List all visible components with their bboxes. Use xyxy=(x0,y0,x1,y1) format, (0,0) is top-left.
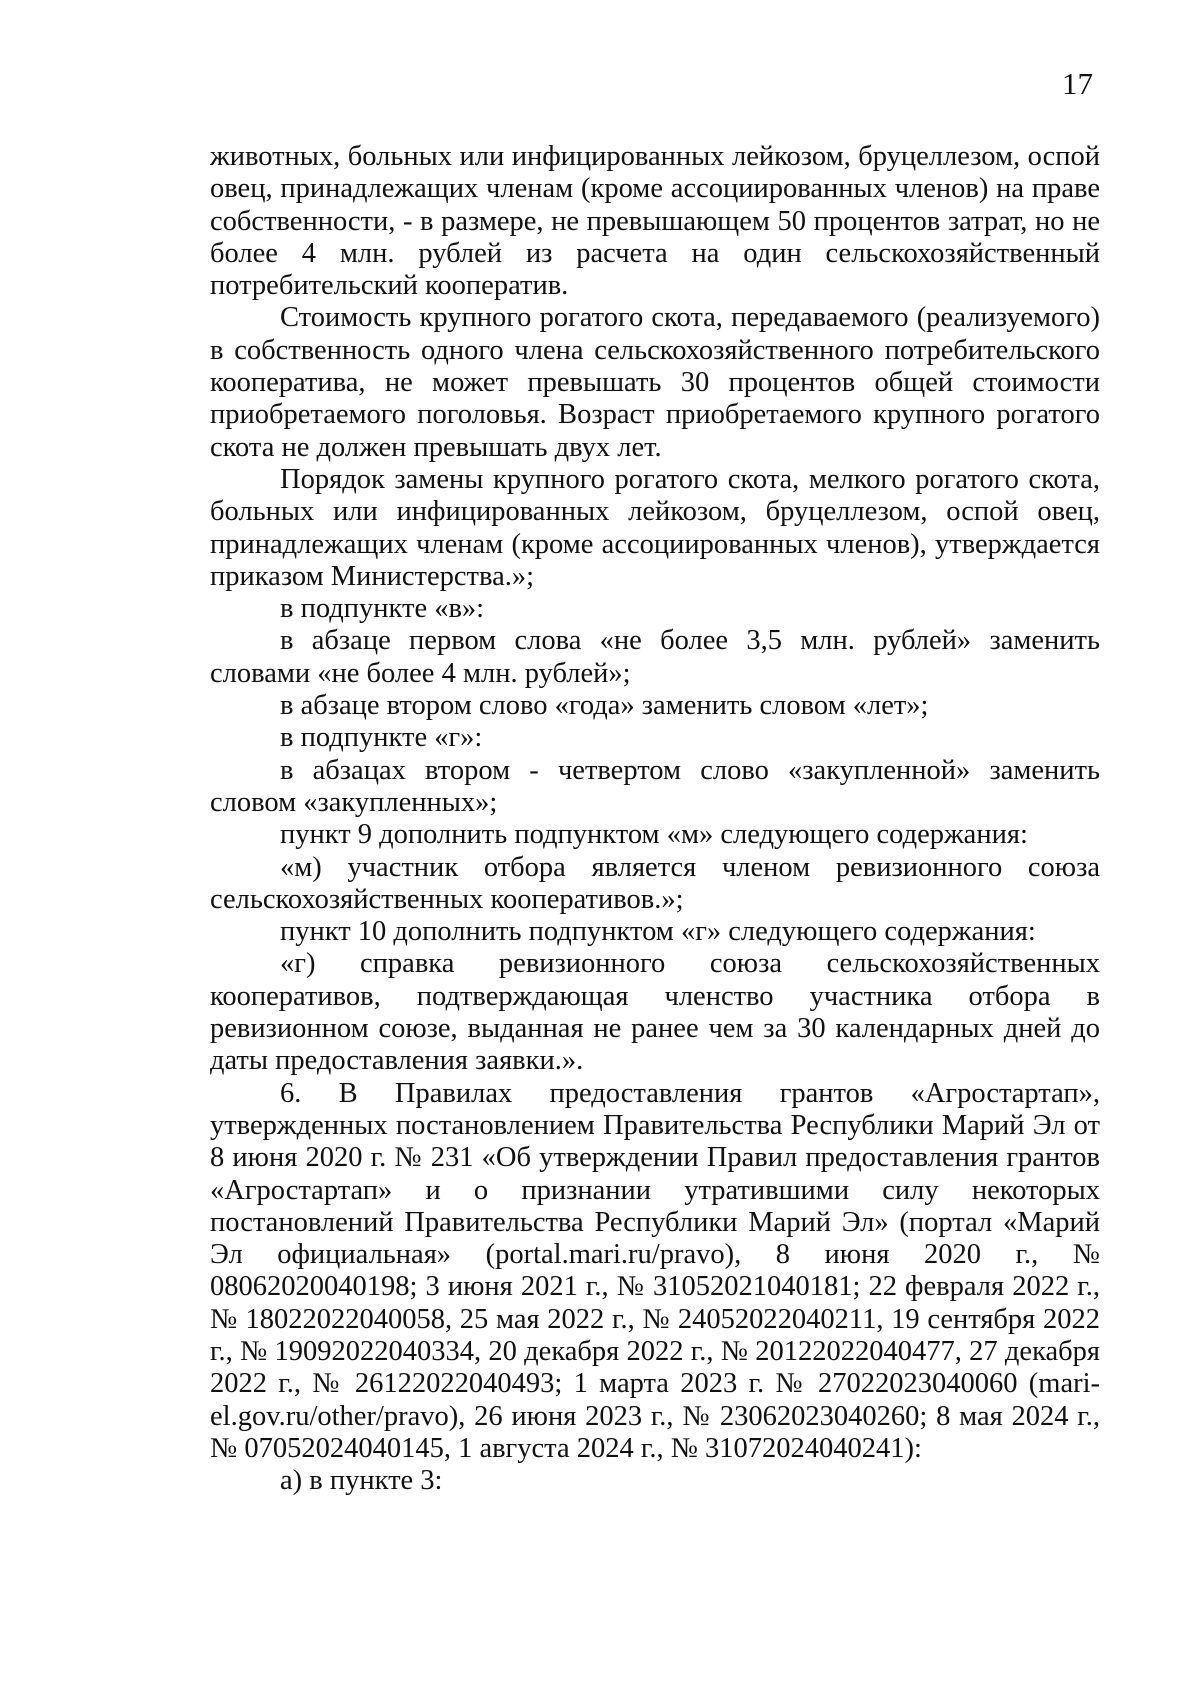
paragraph: 6. В Правилах предоставления грантов «Агростартап», утвержденных постановлением Правительства Республики Марий Эл от 8 июня 2020 г. № 231 «Об утверждении Правил предоставления грантов «Агростартап» и о признании утратившими силу некоторых постановлений Правительства Республики Марий Эл» (портал «Марий Эл официальная» (portal.mari.ru/pravo), 8 июня 2020 г., № 08062020040198; 3 июня 2021 г., № 31052021040181; 22 февраля 2022 г., № 18022022040058, 25 мая 2022 г., № 24052022040211, 19 сентября 2022 г., № 19092022040334, 20 декабря 2022 г., № 20122022040477, 27 декабря 2022 г., № 26122022040493; 1 марта 2023 г. № 27022023040060 (mari-el.gov.ru/other/pravo), 26 июня 2023 г., № 23062023040260; 8 мая 2024 г., № 07052024040145, 1 августа 2024 г., № 31072024040241): xyxy=(210,1077,1100,1464)
paragraph: Стоимость крупного рогатого скота, передаваемого (реализуемого) в собственность одного члена сельскохозяйственного потребительского кооператива, не может превышать 30 процентов общей стоимости приобретаемого поголовья. Возраст приобретаемого крупного рогатого скота не должен превышать двух лет. xyxy=(210,302,1100,463)
paragraph: в абзаце первом слова «не более 3,5 млн. рублей» заменить словами «не более 4 млн. рублей»; xyxy=(210,625,1100,689)
paragraph: Порядок замены крупного рогатого скота, мелкого рогатого скота, больных или инфицированных лейкозом, бруцеллезом, оспой овец, принадлежащих членам (кроме ассоциированных членов), утверждается приказом Министерства.»; xyxy=(210,463,1100,592)
page-number: 17 xyxy=(1062,66,1093,101)
document-body xyxy=(210,141,1100,1497)
paragraph: а) в пункте 3: xyxy=(280,1465,443,1497)
paragraph: в абзацах втором - четвертом слово «закупленной» заменить словом «закупленных»; xyxy=(210,754,1100,818)
paragraph: пункт 10 дополнить подпунктом «г» следующего содержания: xyxy=(280,916,1036,948)
paragraph: пункт 9 дополнить подпунктом «м» следующего содержания: xyxy=(280,819,1028,851)
paragraph: «м) участник отбора является членом ревизионного союза сельскохозяйственных кооперативов.»; xyxy=(210,851,1100,915)
paragraph: «г) справка ревизионного союза сельскохозяйственных кооперативов, подтверждающая членство участника отбора в ревизионном союзе, выданная не ранее чем за 30 календарных дней до даты предоставления заявки.». xyxy=(210,948,1100,1077)
paragraph: в подпункте «г»: xyxy=(280,722,483,754)
paragraph: животных, больных или инфицированных лейкозом, бруцеллезом, оспой овец, принадлежащих членам (кроме ассоциированных членов) на праве собственности, - в размере, не превышающем 50 процентов затрат, но не более 4 млн. рублей из расчета на один сельскохозяйственный потребительский кооператив. xyxy=(210,141,1100,302)
paragraph: в абзаце втором слово «года» заменить словом «лет»; xyxy=(280,690,929,722)
paragraph: в подпункте «в»: xyxy=(280,593,485,625)
